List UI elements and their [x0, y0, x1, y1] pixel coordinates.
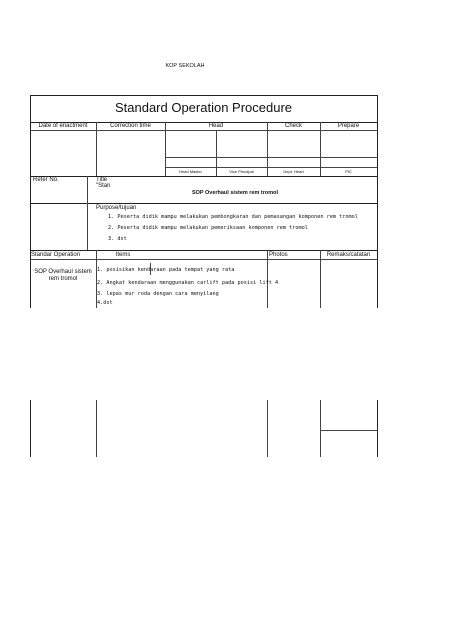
- col-items: Items: [115, 252, 131, 258]
- step-item: 1. posisikan kendaraan pada tempat yang rata: [97, 267, 235, 273]
- refer-no-label: Refer No.: [33, 177, 59, 183]
- sig-pic: PIC: [345, 169, 352, 174]
- purpose-label: Purpose/tujuan: [96, 205, 137, 211]
- col-head: Head: [208, 123, 224, 129]
- step-item: 3. lepas mur roda dengan cara menyilang: [97, 291, 219, 297]
- step-item: 4.dst: [97, 300, 113, 306]
- col-date-of-enactment: Date of enactment: [38, 123, 88, 129]
- sop-name: SOP Overhaul sistem: [34, 269, 92, 275]
- col-correction-time: Correction time: [110, 123, 151, 129]
- step-item: 2. Angkat kendaraan menggunakan carlift pada posisi lift 4: [97, 280, 279, 286]
- title-label: Title: [96, 177, 108, 183]
- col-standar-operation: Standar Operation: [31, 252, 81, 258]
- purpose-item: 1. Peserta didik mampu melakukan pembongkaran dan pemasangan komponen rem tromol: [108, 214, 358, 220]
- sop-name: rem tromol: [48, 276, 78, 282]
- purpose-item: 2. Peserta didik mampu melakukan pemeriksaan komponen rem tromol: [108, 225, 308, 231]
- page-title: Standard Operation Procedure: [114, 100, 293, 115]
- kop-sekolah: KOP SEKOLAH: [165, 63, 205, 69]
- purpose-item: 3. dst: [108, 236, 127, 242]
- sig-head-master: Head Master: [179, 169, 202, 174]
- col-prepare: Prepare: [337, 123, 360, 129]
- sig-dept-head: Dept. Head: [283, 169, 304, 174]
- col-check: Check: [284, 123, 302, 129]
- sop-title: SOP Overhaul sistem rem tromol: [191, 190, 279, 196]
- col-photos: Photos: [269, 252, 288, 258]
- col-remarks: Remaks/catatan: [326, 252, 371, 258]
- title-quote: "Stan: [96, 183, 111, 189]
- sig-vice-principal: Vice Principal: [229, 169, 254, 174]
